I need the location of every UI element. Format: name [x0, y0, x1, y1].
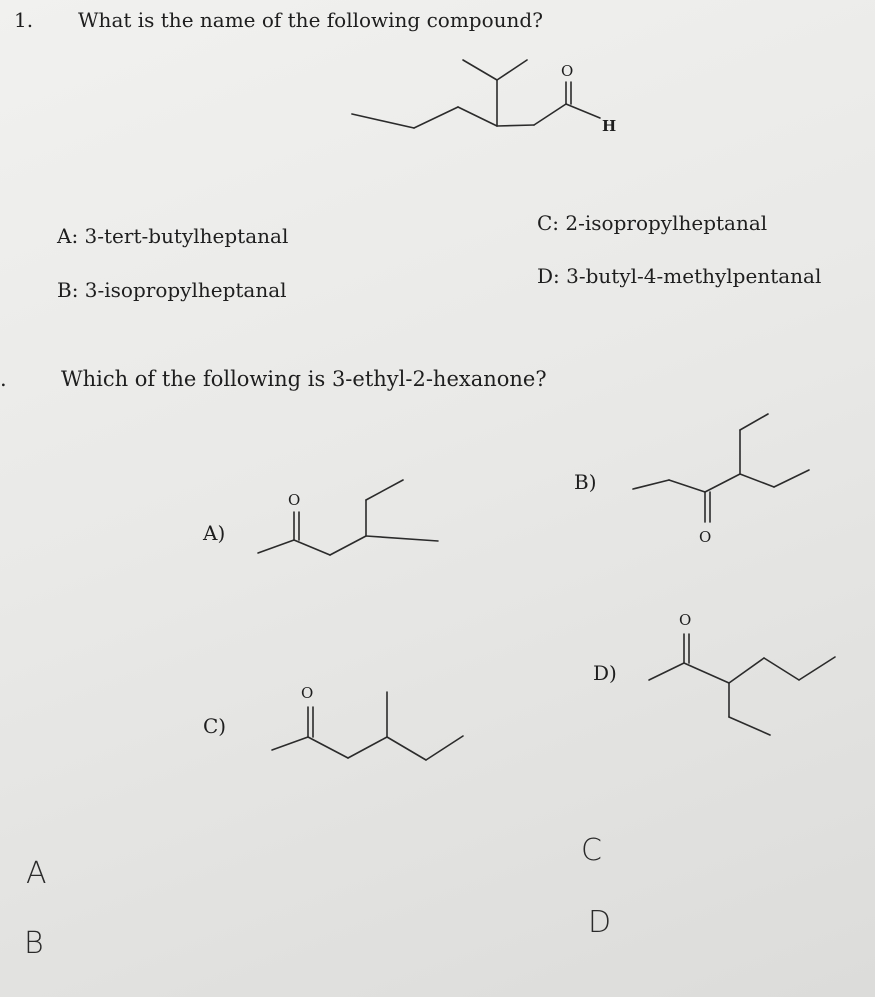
question-1-number: 1. [14, 8, 34, 32]
handwritten-answer-d: D [588, 905, 612, 940]
question-2-structure-d [649, 611, 835, 735]
question-2-b-oxygen-label: O [699, 528, 712, 546]
handwritten-answer-b: B [24, 926, 44, 961]
question-2-label-d: D) [593, 661, 617, 685]
question-2-number: . [0, 367, 7, 391]
question-2-structure-b [633, 414, 809, 546]
handwritten-answer-c: C [581, 833, 602, 868]
question-2-structure-c [272, 684, 463, 760]
question-2-label-c: C) [203, 714, 227, 738]
question-1-oxygen-label: O [561, 62, 574, 80]
question-1-option-b: B: 3-isopropylheptanal [57, 278, 287, 302]
question-1-option-c: C: 2-isopropylheptanal [537, 211, 768, 235]
question-1-option-d: D: 3-butyl-4-methylpentanal [537, 264, 822, 288]
question-2-label-b: B) [574, 470, 597, 494]
question-2-label-a: A) [203, 521, 226, 545]
question-2-c-oxygen-label: O [301, 684, 314, 702]
question-2-d-oxygen-label: O [679, 611, 692, 629]
question-1-structure [352, 60, 616, 135]
question-1-hydrogen-label: H [602, 117, 617, 135]
handwritten-answer-a: A [26, 856, 47, 891]
question-1-option-a: A: 3-tert-butylheptanal [57, 224, 289, 248]
question-2-a-oxygen-label: O [288, 491, 301, 509]
question-1-text: What is the name of the following compound? [78, 8, 543, 32]
question-2-text: Which of the following is 3-ethyl-2-hexanone? [61, 367, 547, 391]
question-2-structure-a [258, 480, 438, 555]
